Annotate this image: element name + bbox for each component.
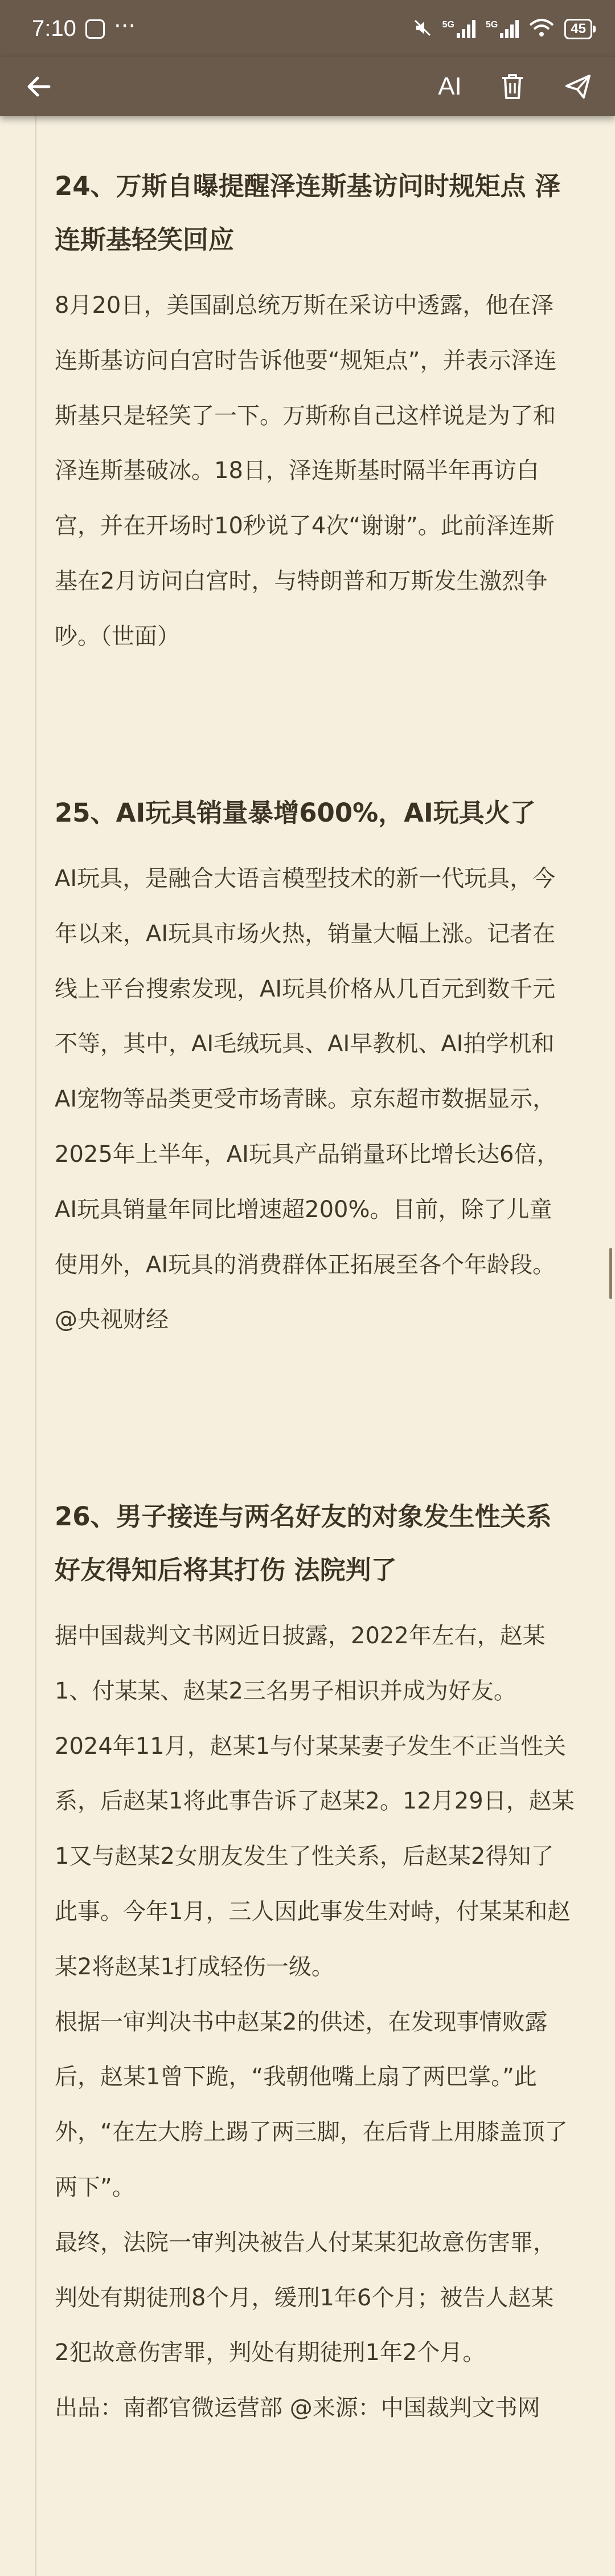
news-item-title (55, 786, 601, 840)
news-item-paragraph (55, 1609, 601, 1719)
wifi-icon (529, 18, 554, 40)
trash-icon (501, 73, 524, 100)
title-line: 25、AI玩具销量暴增600%，AI玩具火了 (55, 798, 536, 828)
arrow-left-icon (26, 75, 51, 98)
paragraph-line: 出品：南都官微运营部 @来源：中国裁判文书网 (55, 2395, 540, 2422)
note-content[interactable] (35, 116, 615, 2576)
signal-1-label: 5G (442, 20, 454, 30)
back-button[interactable] (16, 57, 62, 116)
signal-1-icon (457, 20, 475, 38)
news-item-paragraph (55, 2381, 601, 2436)
title-line: 24、万斯自曝提醒泽连斯基访问时规矩点 泽 (55, 171, 561, 201)
news-item-title (55, 160, 601, 267)
paragraph-line: AI玩具，是融合大语言模型技术的新一代玩具，今 (55, 866, 556, 892)
ai-button[interactable]: AI (438, 72, 462, 100)
paragraph-line: 8月20日，美国副总统万斯在采访中透露，他在泽 (55, 292, 554, 319)
news-item-title (55, 1490, 601, 1597)
paragraph-line: 后，赵某1曾下跪，“我朝他嘴上扇了两巴掌。”此 (55, 2064, 537, 2091)
status-time: 7:10 (32, 16, 76, 41)
delete-button[interactable] (490, 57, 535, 116)
paragraph-line: 2025年上半年，AI玩具产品销量环比增长达6倍， (55, 1141, 560, 1167)
paragraph-line: 两下”。 (55, 2174, 135, 2201)
signal-2-label: 5G (485, 20, 498, 30)
paragraph-line: 泽连斯基破冰。18日，泽连斯基时隔半年再访白 (55, 458, 539, 484)
paragraph-line: AI玩具销量年同比增速超200%。目前，除了儿童 (55, 1196, 552, 1223)
paragraph-line: 据中国裁判文书网近日披露，2022年左右，赵某 (55, 1623, 546, 1649)
status-bar (0, 0, 615, 57)
app-notification-icon (85, 19, 105, 39)
signal-2 (486, 20, 519, 38)
paragraph-line: 此事。今年1月，三人因此事发生对峙，付某某和赵 (55, 1898, 571, 1925)
send-icon (565, 74, 591, 99)
scrollbar-thumb[interactable] (609, 1248, 612, 1299)
news-item-paragraph (55, 1719, 601, 1995)
status-icons (413, 15, 592, 43)
paragraph-line: 年以来，AI玩具市场火热，销量大幅上涨。记者在 (55, 920, 556, 947)
paragraph-line: 使用外，AI玩具的消费群体正拓展至各个年龄段。 (55, 1251, 556, 1278)
news-item-paragraph (55, 278, 601, 664)
paragraph-line: 2犯故意伤害罪，判处有期徒刑1年2个月。 (55, 2340, 486, 2366)
paragraph-line: 斯基只是轻笑了一下。万斯称自己这样说是为了和 (55, 402, 556, 429)
paragraph-line: 1又与赵某2女朋友发生了性关系，后赵某2得知了 (55, 1843, 554, 1870)
paragraph-line: 某2将赵某1打成轻伤一级。 (55, 1953, 334, 1980)
title-line: 好友得知后将其打伤 法院判了 (55, 1555, 397, 1585)
more-notifications: ··· (114, 13, 136, 39)
news-item-paragraph (55, 1995, 601, 2215)
note-toolbar (0, 57, 615, 116)
share-button[interactable] (555, 57, 601, 116)
title-line: 连斯基轻笑回应 (55, 224, 235, 255)
paragraph-line: 连斯基访问白宫时告诉他要“规矩点”，并表示泽连 (55, 347, 557, 374)
paragraph-line: 不等，其中，AI毛绒玩具、AI早教机、AI拍学机和 (55, 1031, 555, 1058)
paragraph-line: AI宠物等品类更受市场青睐。京东超市数据显示， (55, 1086, 556, 1113)
paragraph-line: 最终，法院一审判决被告人付某某犯故意伤害罪， (55, 2229, 556, 2256)
paragraph-line: 根据一审判决书中赵某2的供述，在发现事情败露 (55, 2008, 548, 2035)
paragraph-line: @央视财经 (55, 1307, 169, 1333)
title-line: 26、男子接连与两名好友的对象发生性关系 (55, 1501, 552, 1532)
paragraph-line: 吵。（世面） (55, 623, 180, 650)
signal-1 (442, 20, 475, 38)
paragraph-line: 2024年11月，赵某1与付某某妻子发生不正当性关 (55, 1733, 567, 1759)
paragraph-line: 外，“在左大胯上踢了两三脚，在后背上用膝盖顶了 (55, 2119, 568, 2146)
paragraph-line: 线上平台搜索发现，AI玩具价格从几百元到数千元 (55, 975, 556, 1002)
paragraph-line: 1、付某某、赵某2三名男子相识并成为好友。 (55, 1677, 516, 1704)
mute-icon (413, 18, 432, 40)
news-item-paragraph (55, 851, 601, 1348)
paragraph-line: 判处有期徒刑8个月，缓刑1年6个月；被告人赵某 (55, 2284, 554, 2311)
signal-2-icon (500, 20, 519, 38)
paragraph-line: 宫，并在开场时10秒说了4次“谢谢”。此前泽连斯 (55, 513, 555, 540)
battery-icon: 45 (564, 19, 592, 39)
paragraph-line: 系，后赵某1将此事告诉了赵某2。12月29日，赵某 (55, 1788, 575, 1815)
news-item-paragraph (55, 2215, 601, 2381)
paragraph-line: 基在2月访问白宫时，与特朗普和万斯发生激烈争 (55, 568, 548, 594)
